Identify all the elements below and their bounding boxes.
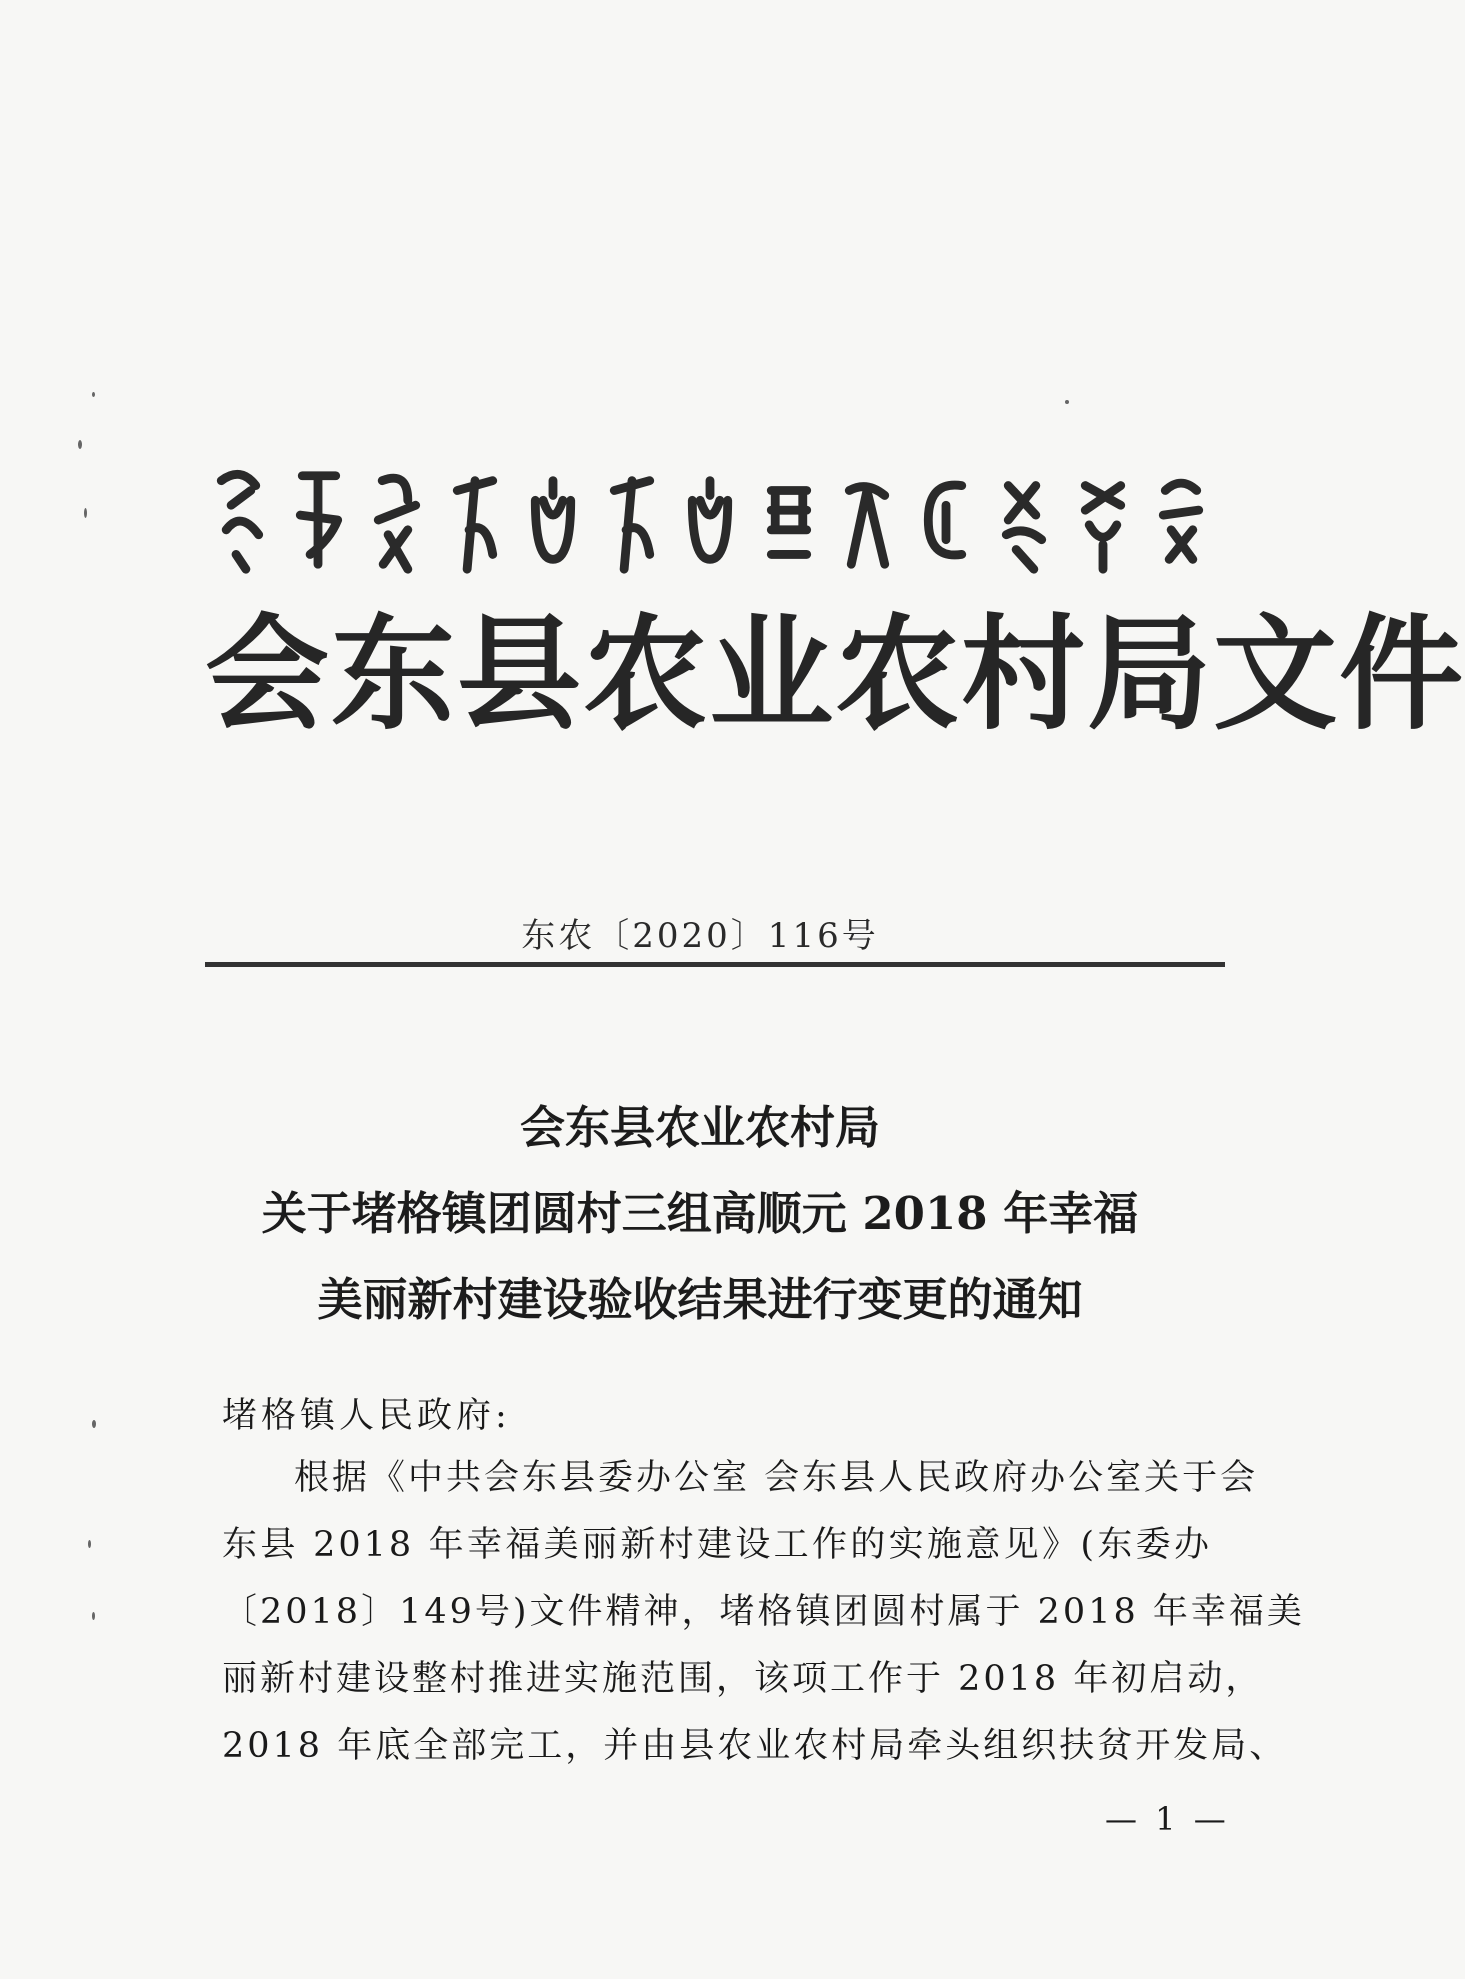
notice-title-line: 美丽新村建设验收结果进行变更的通知 <box>317 1273 1083 1326</box>
yi-glyph <box>681 461 739 579</box>
body-paragraph <box>222 1445 1305 1780</box>
yi-glyph <box>603 461 661 579</box>
issuer-title-char: 村 <box>961 603 1088 747</box>
scan-speck <box>92 392 95 397</box>
issuer-title-char: 局 <box>1087 603 1214 747</box>
notice-title-line: 关于堵格镇团圆村三组高顺元 2018 年幸福 <box>261 1187 1139 1240</box>
scan-speck <box>92 1612 95 1620</box>
yi-glyph <box>367 461 425 579</box>
header-divider <box>205 962 1225 967</box>
issuer-title-char: 文 <box>1213 603 1340 747</box>
notice-title-line: 会东县农业农村局 <box>519 1101 880 1154</box>
issuer-title <box>205 575 1465 775</box>
body-line: 2018 年底全部完工，并由县农业农村局牵头组织扶贫开发局、 <box>222 1726 1288 1766</box>
yi-glyph <box>1152 461 1210 579</box>
issuer-title-char: 会 <box>205 603 332 747</box>
scan-speck <box>88 1540 91 1548</box>
yi-glyph <box>760 461 818 579</box>
issuer-title-char: 件 <box>1339 603 1465 747</box>
yi-glyph <box>289 461 347 579</box>
issuer-title-char: 东 <box>331 603 458 747</box>
yi-glyph <box>524 461 582 579</box>
scan-speck <box>1065 400 1069 404</box>
body-line: 东县 2018 年幸福美丽新村建设工作的实施意见》(东委办 <box>222 1525 1212 1565</box>
page-number: — 1 — <box>1105 1800 1230 1838</box>
notice-title <box>0 1085 1400 1343</box>
yi-glyph <box>838 461 896 579</box>
issuer-title-char: 业 <box>709 603 836 747</box>
scan-speck <box>78 440 82 449</box>
yi-glyph <box>1074 461 1132 579</box>
yi-glyph <box>917 461 975 579</box>
salutation: 堵格镇人民政府: <box>222 1396 511 1436</box>
yi-script-header <box>210 455 1210 585</box>
issuer-title-char: 农 <box>583 603 710 747</box>
yi-glyph <box>995 461 1053 579</box>
yi-glyph <box>210 461 268 579</box>
issuer-title-char: 县 <box>457 603 584 747</box>
body-line: 〔2018〕149号)文件精神，堵格镇团圆村属于 2018 年幸福美 <box>222 1592 1305 1632</box>
issuer-title-char: 农 <box>835 603 962 747</box>
scan-speck <box>84 508 87 518</box>
document-number: 东农〔2020〕116号 <box>521 916 879 956</box>
yi-glyph <box>446 461 504 579</box>
body-line: 根据《中共会东县委办公室 会东县人民政府办公室关于会 <box>294 1458 1259 1498</box>
scan-speck <box>92 1420 96 1428</box>
body-line: 丽新村建设整村推进实施范围，该项工作于 2018 年初启动， <box>222 1659 1264 1699</box>
